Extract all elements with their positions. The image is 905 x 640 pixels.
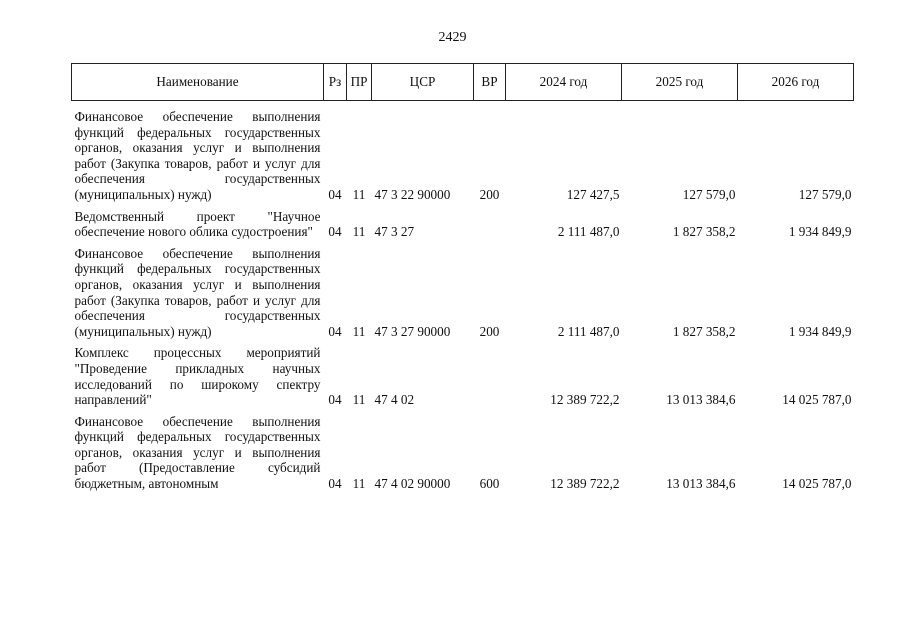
- header-2026: 2026 год: [738, 64, 854, 101]
- header-rz: Рз: [324, 64, 347, 101]
- row-2026: 1 934 849,9: [788, 323, 852, 339]
- row-vr: 200: [479, 323, 500, 339]
- table-header-row: [72, 64, 854, 101]
- table-row: [72, 345, 854, 413]
- row-vr: [474, 345, 506, 413]
- row-2025: 1 827 358,2: [672, 323, 736, 339]
- table-row: [72, 414, 854, 498]
- row-2024: 12 389 722,2: [550, 392, 620, 408]
- row-2024: 12 389 722,2: [550, 476, 620, 492]
- header-2025: 2025 год: [622, 64, 738, 101]
- row-2026: 1 934 849,9: [788, 224, 852, 240]
- row-name: Финансовое обеспечение выполнения функций федеральных государственных органов, оказания услуг и выполнения работ (Закупка товаров, работ и услуг для обеспечения государственных (муниципальных) нужд): [74, 109, 321, 202]
- row-pr: 11: [352, 323, 366, 339]
- row-2026: 127 579,0: [798, 186, 852, 202]
- header-2024: 2024 год: [506, 64, 622, 101]
- row-vr: [474, 209, 506, 246]
- row-rz: 04: [328, 186, 342, 202]
- row-2025: 13 013 384,6: [666, 392, 736, 408]
- row-name: Финансовое обеспечение выполнения функций федеральных государственных органов, оказания услуг и выполнения работ (Предоставление субсидий бюджетным, автономным: [74, 413, 321, 492]
- row-2024: 2 111 487,0: [557, 224, 620, 240]
- row-vr: 600: [479, 476, 500, 492]
- page-number: 2429: [438, 30, 467, 45]
- row-2025: 1 827 358,2: [672, 224, 736, 240]
- row-rz: 04: [328, 476, 342, 492]
- row-csr: 47 4 02: [374, 392, 415, 408]
- row-2025: 127 579,0: [682, 186, 736, 202]
- header-vr: ВР: [474, 64, 506, 101]
- row-csr: 47 3 22 90000: [374, 186, 451, 202]
- row-pr: 11: [352, 186, 366, 202]
- budget-table: [71, 63, 854, 498]
- table-row: [72, 246, 854, 346]
- row-pr: 11: [352, 476, 366, 492]
- row-2026: 14 025 787,0: [782, 392, 852, 408]
- row-2024: 127 427,5: [566, 186, 620, 202]
- row-rz: 04: [328, 392, 342, 408]
- row-name: Ведомственный проект "Научное обеспечение нового облика судостроения": [74, 208, 321, 240]
- table-row: [72, 101, 854, 209]
- header-name: Наименование: [72, 64, 324, 101]
- row-2024: 2 111 487,0: [557, 323, 620, 339]
- row-2026: 14 025 787,0: [782, 476, 852, 492]
- header-csr: ЦСР: [372, 64, 474, 101]
- row-name: Комплекс процессных мероприятий "Проведение прикладных научных исследований по широкому спектру направлений": [74, 345, 321, 408]
- row-pr: 11: [352, 224, 366, 240]
- row-2025: 13 013 384,6: [666, 476, 736, 492]
- row-csr: 47 3 27: [374, 224, 415, 240]
- row-rz: 04: [328, 224, 342, 240]
- row-vr: 200: [479, 186, 500, 202]
- table-row: [72, 209, 854, 246]
- header-pr: ПР: [347, 64, 372, 101]
- row-csr: 47 4 02 90000: [374, 476, 451, 492]
- row-csr: 47 3 27 90000: [374, 323, 451, 339]
- row-name: Финансовое обеспечение выполнения функций федеральных государственных органов, оказания услуг и выполнения работ (Закупка товаров, работ и услуг для обеспечения государственных (муниципальных) нужд): [74, 245, 321, 339]
- row-pr: 11: [352, 392, 366, 408]
- row-rz: 04: [328, 323, 342, 339]
